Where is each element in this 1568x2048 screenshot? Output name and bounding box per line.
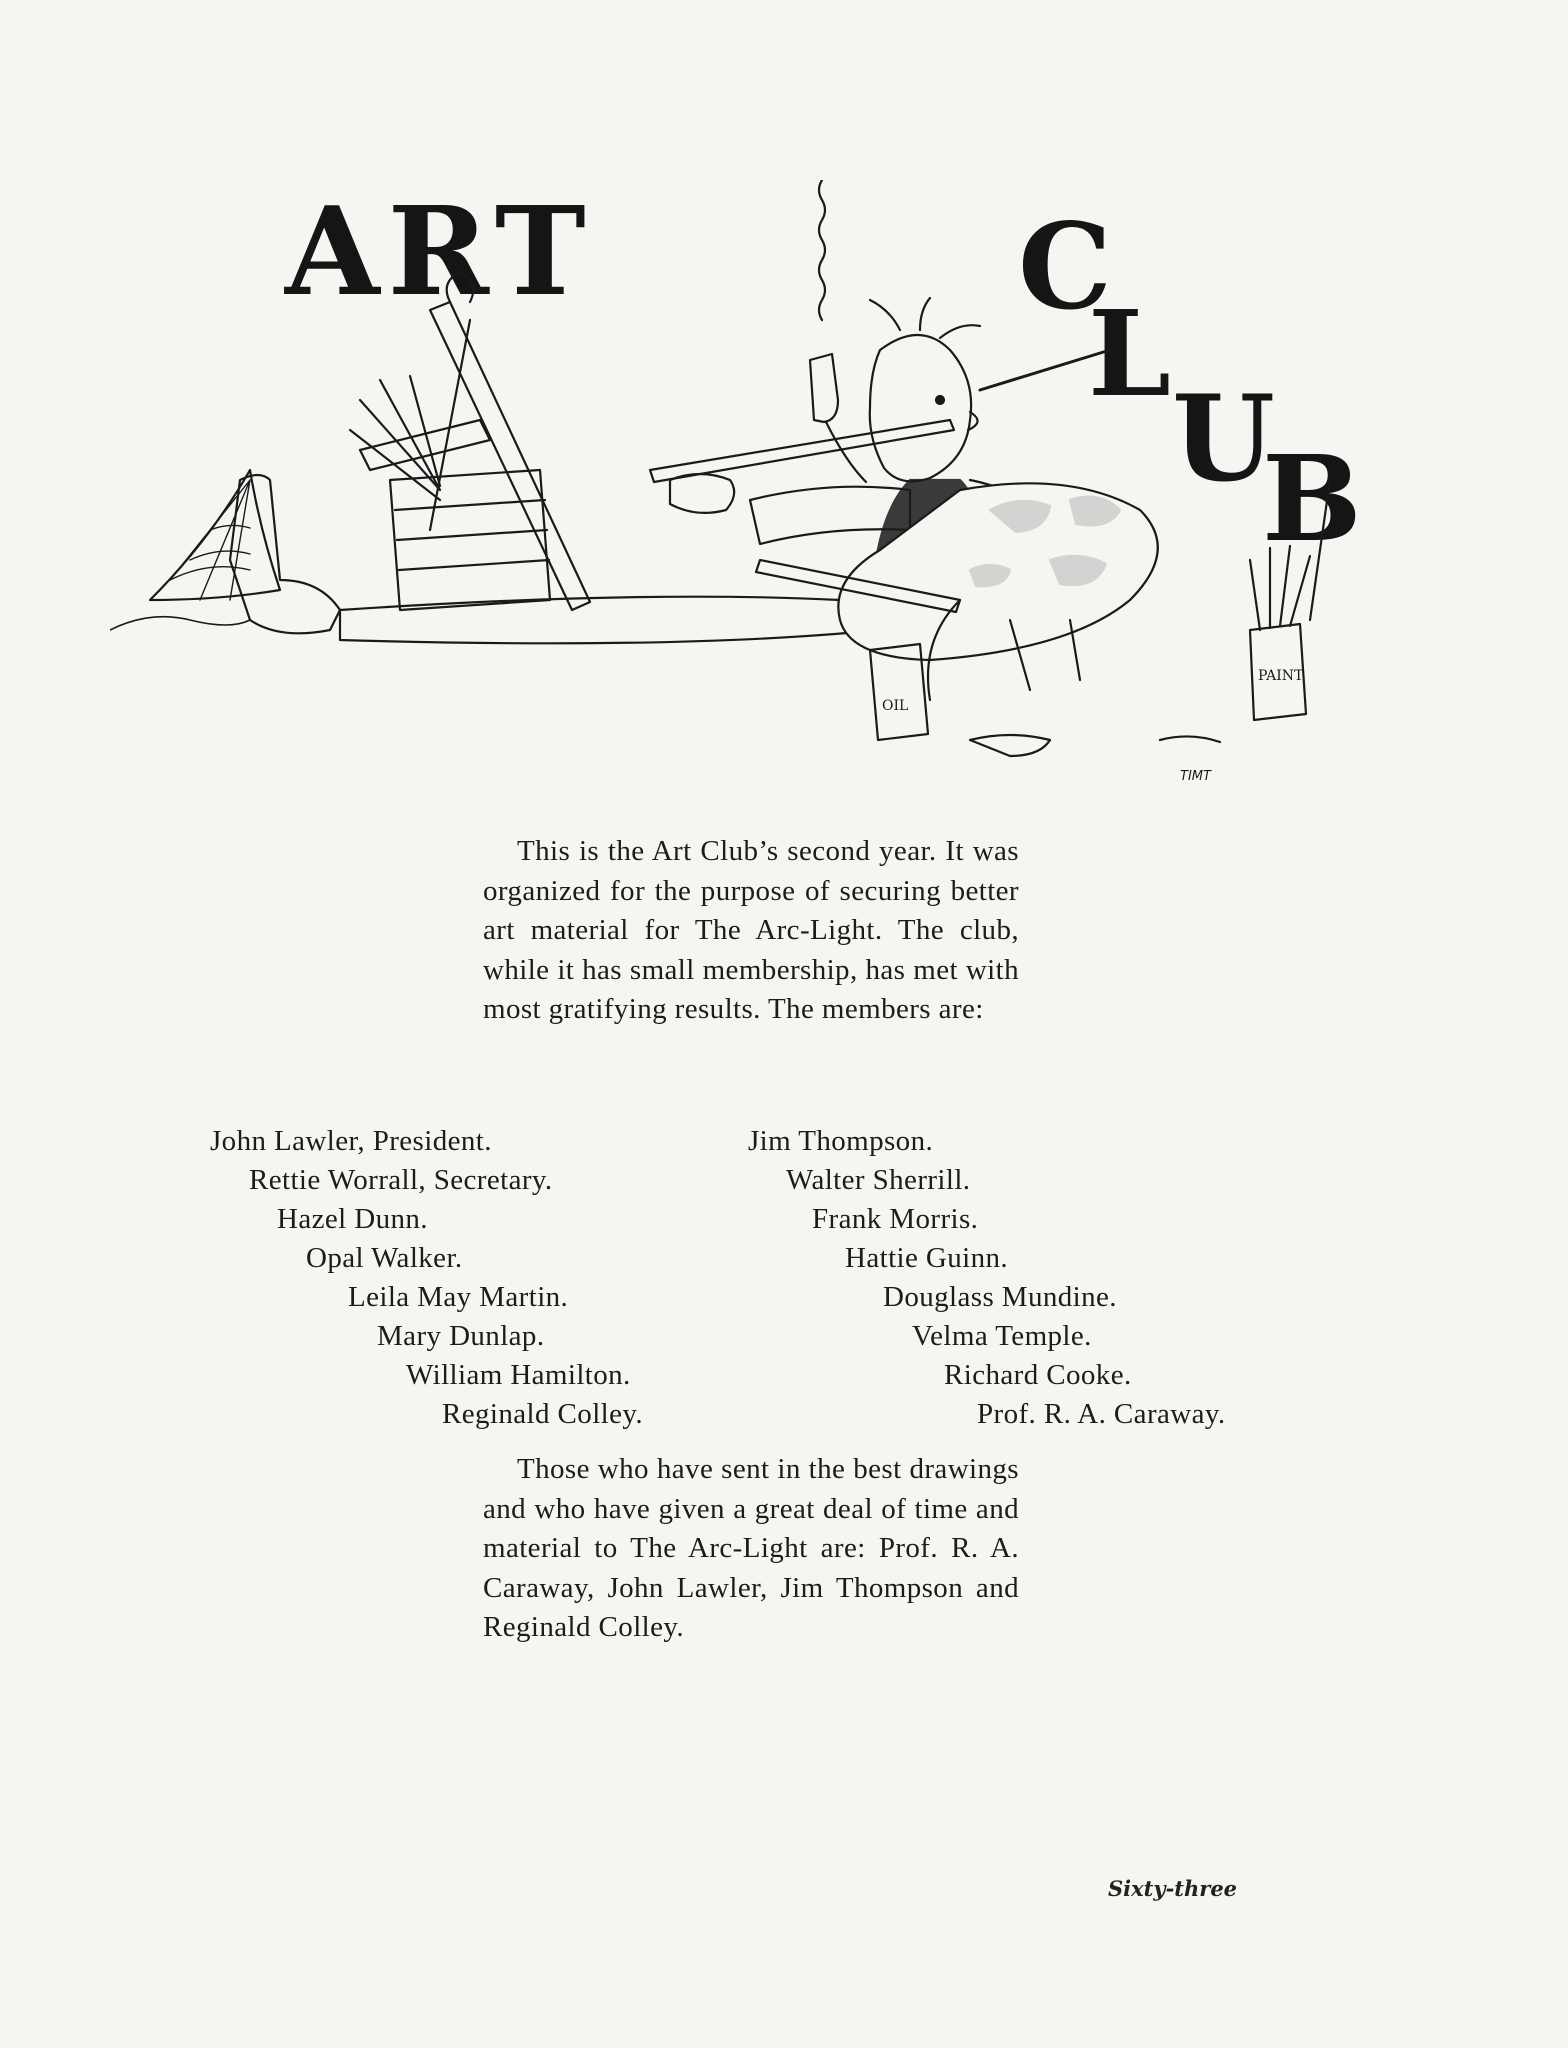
member-left: Rettie Worrall, Secretary.	[249, 1164, 553, 1196]
title-club-letter-l: L	[1088, 284, 1171, 423]
cartoon-artist-with-palette-icon	[110, 180, 1370, 800]
title-art: ART	[285, 179, 594, 323]
member-left: Reginald Colley.	[442, 1398, 644, 1430]
title-club-letter-u: U	[1172, 369, 1275, 508]
member-right: Frank Morris.	[812, 1203, 979, 1235]
paint-can-label: PAINT	[1258, 668, 1304, 684]
member-right: Jim Thompson.	[748, 1125, 934, 1157]
member-right: Douglass Mundine.	[883, 1281, 1117, 1313]
member-right: Richard Cooke.	[944, 1359, 1132, 1391]
title-club-letter-c: C	[1018, 197, 1112, 336]
oil-can-label: OIL	[882, 698, 909, 714]
member-right: Hattie Guinn.	[845, 1242, 1009, 1274]
member-left: Mary Dunlap.	[377, 1320, 545, 1352]
member-right: Velma Temple.	[912, 1320, 1092, 1352]
member-right: Walter Sherrill.	[786, 1164, 971, 1196]
member-left: John Lawler, President.	[210, 1125, 492, 1157]
member-left: Hazel Dunn.	[277, 1203, 428, 1235]
member-left: Opal Walker.	[306, 1242, 463, 1274]
page-number: Sixty-three	[1108, 1876, 1238, 1901]
member-right: Prof. R. A. Caraway.	[977, 1398, 1226, 1430]
closing-paragraph: Those who have sent in the best drawings and who have given a great deal of time and material to The Arc-Light are: Prof. R. A. Caraway, John Lawler, Jim Thompson and Reginald Colley.	[483, 1453, 1019, 1643]
member-left: William Hamilton.	[406, 1359, 631, 1391]
intro-paragraph: This is the Art Club’s second year. It was organized for the purpose of securing better art material for The Arc-Light. The club, while it has small membership, has met with most gratifying results. The members are:	[483, 835, 1019, 1025]
artist-signature: TIMT	[1180, 769, 1211, 784]
title-club-letter-b: B	[1262, 429, 1362, 568]
member-left: Leila May Martin.	[348, 1281, 569, 1313]
